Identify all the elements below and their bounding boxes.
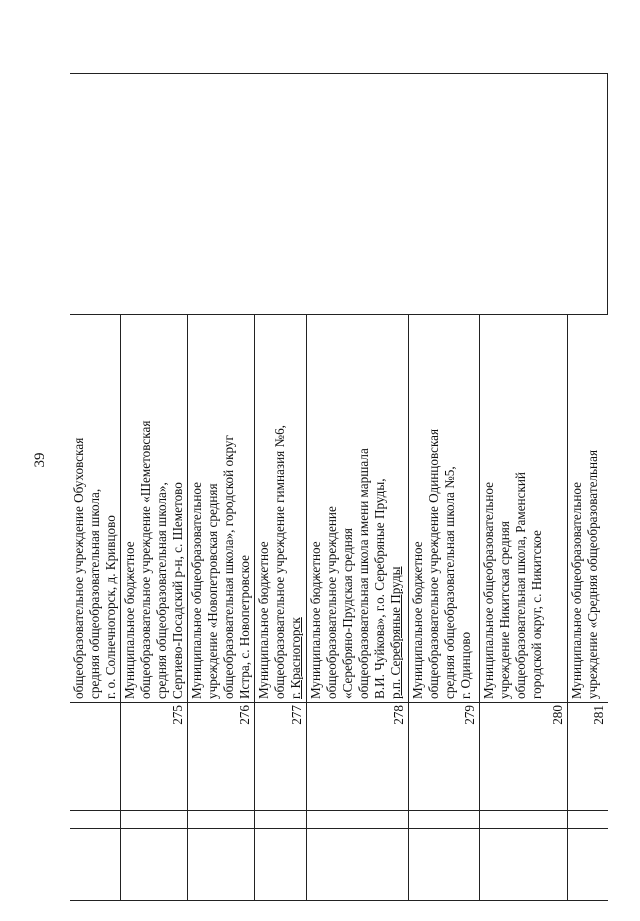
row-number: 278 bbox=[307, 703, 409, 811]
row-number: 280 bbox=[480, 703, 568, 811]
name-line: общеобразовательное учреждение гимназия №6, bbox=[272, 425, 287, 699]
table-cell-blank bbox=[121, 811, 188, 829]
institution-name bbox=[480, 315, 568, 703]
institution-name bbox=[188, 315, 255, 703]
table-cell-blank-left bbox=[568, 829, 608, 901]
name-line: Муниципальное бюджетное bbox=[122, 541, 137, 699]
name-line: В.И. Чуйкова», г.о. Серебряные Пруды, bbox=[372, 478, 387, 699]
table-cell-blank bbox=[409, 811, 480, 829]
institution-name bbox=[121, 315, 188, 703]
table-cell-blank bbox=[255, 811, 307, 829]
name-line: г. о. Солнечногорск, д. Кривцово bbox=[103, 515, 118, 699]
table-row bbox=[70, 74, 121, 901]
name-line: Муниципальное общеобразовательное bbox=[569, 481, 584, 699]
name-line: г. Красногорск bbox=[288, 617, 303, 699]
page-number: 39 bbox=[32, 452, 48, 468]
row-number: 276 bbox=[188, 703, 255, 811]
table-cell-blank bbox=[188, 811, 255, 829]
name-line: Муниципальное бюджетное bbox=[308, 541, 323, 699]
row-number bbox=[70, 703, 121, 811]
institution-name bbox=[70, 315, 121, 703]
name-line: «Серебряно-Прудская средняя bbox=[340, 528, 355, 699]
name-line: средняя общеобразовательная школа, bbox=[87, 488, 102, 699]
name-line: Муниципальное бюджетное bbox=[256, 541, 271, 699]
table-cell-blank bbox=[70, 811, 121, 829]
table-rotor bbox=[70, 74, 606, 901]
name-line: учреждение «Новопетровская средняя bbox=[205, 483, 220, 699]
name-line: Муниципальное общеобразовательное bbox=[481, 481, 496, 699]
institution-name bbox=[255, 315, 307, 703]
name-line: Муниципальное бюджетное bbox=[410, 541, 425, 699]
name-line: общеобразовательная школа, Раменский bbox=[513, 472, 528, 699]
institution-name bbox=[568, 315, 608, 703]
name-line: средняя общеобразовательная школа», bbox=[154, 482, 169, 699]
name-line: общеобразовательная школа», городской округ bbox=[221, 435, 236, 699]
name-line: городской округ, с. Никитское bbox=[529, 530, 544, 699]
table-cell-blank-left bbox=[70, 829, 121, 901]
table-cell-blank bbox=[480, 811, 568, 829]
name-line: Истра, с. Новопетровское bbox=[237, 554, 252, 699]
name-line: общеобразовательная школа имени маршала bbox=[356, 448, 371, 699]
table-cell-blank bbox=[307, 811, 409, 829]
name-line: средняя общеобразовательная школа №5, bbox=[442, 466, 457, 699]
schools-table bbox=[70, 73, 608, 901]
row-number: 275 bbox=[121, 703, 188, 811]
name-line: р.п. Серебряные Пруды bbox=[388, 566, 403, 699]
table-cell-blank-left bbox=[409, 829, 480, 901]
name-line: общеобразовательное учреждение Обуховская bbox=[71, 437, 86, 699]
rotated-sheet bbox=[70, 74, 606, 901]
row-number: 281 bbox=[568, 703, 608, 811]
name-line: учреждение Никитская средняя bbox=[497, 521, 512, 699]
table-cell-blank-left bbox=[307, 829, 409, 901]
row-number: 279 bbox=[409, 703, 480, 811]
table-cell-blank-left bbox=[255, 829, 307, 901]
table-cell-blank-left bbox=[480, 829, 568, 901]
institution-name bbox=[307, 315, 409, 703]
row-number: 277 bbox=[255, 703, 307, 811]
table-cell-blank-left bbox=[188, 829, 255, 901]
name-line: г. Одинцово bbox=[458, 631, 473, 699]
table-cell-blank bbox=[568, 811, 608, 829]
table-cell-blank-right bbox=[70, 74, 608, 315]
table-cell-blank-left bbox=[121, 829, 188, 901]
name-line: Сергиево-Посадский р-н, с. Шеметово bbox=[170, 482, 185, 699]
name-line: общеобразовательное учреждение Одинцовская bbox=[426, 428, 441, 699]
institution-name bbox=[409, 315, 480, 703]
name-line: общеобразовательное учреждение «Шеметовская bbox=[138, 420, 153, 699]
name-line: общеобразовательное учреждение bbox=[324, 506, 339, 699]
name-line: Муниципальное общеобразовательное bbox=[189, 481, 204, 699]
name-line: учреждение «Средняя общеобразовательная bbox=[585, 449, 600, 699]
